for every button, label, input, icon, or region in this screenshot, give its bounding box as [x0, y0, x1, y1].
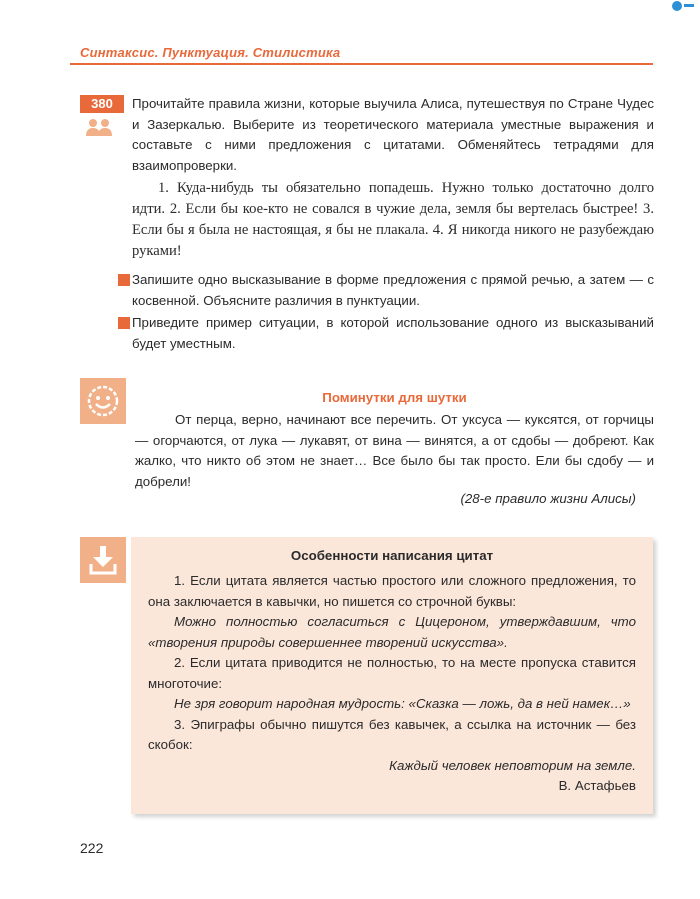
joke-title: Поминутки для шутки — [322, 390, 467, 405]
section-header: Синтаксис. Пунктуация. Стилистика — [80, 45, 341, 60]
rule-example: Можно полностью согласиться с Цицероном, утверждавшим, что «творения природы совершеннее творений искусства». — [148, 614, 636, 650]
rule-paragraph: 1. Если цитата является частью простого или сложного предложения, то она заключается в кавычки, но пишется со строчной буквы: — [148, 573, 636, 609]
rule-title: Особенности написания цитат — [290, 548, 494, 563]
joke-text: От перца, верно, начинают все перечить. От уксуса — куксятся, от горчицы — огорчаются, от лука — лукавят, от вина — винятся, а от сдобы — добреют. Как жалко, что никто об этом не знает… Все было бы так просто. Ели бы сдобу — и добрели! — [135, 412, 654, 489]
orange-square-bullet-icon — [118, 317, 130, 329]
publisher-logo-icon — [671, 0, 695, 12]
assignment-item: Приведите пример ситуации, в которой использование одного из высказываний будет уместным. — [118, 313, 654, 354]
rule-body — [148, 571, 636, 797]
download-icon — [80, 537, 126, 583]
rule-paragraph: 2. Если цитата приводится не полностью, то на месте пропуска ставится многоточие: — [148, 655, 636, 691]
header-divider — [70, 63, 653, 65]
page-number: 222 — [80, 840, 104, 856]
epigraph-author: В. Астафьев — [558, 778, 636, 793]
rule-paragraph: 3. Эпиграфы обычно пишутся без кавычек, а ссылка на источник — без скобок: — [148, 716, 636, 752]
orange-square-bullet-icon — [118, 274, 130, 286]
alice-rules-text: 1. Куда-нибудь ты обязательно попадешь. Нужно только достаточно долго идти. 2. Если бы кое-кто не совался в чужие дела, земля бы вертелась быстрее! 3. Если бы я была не настоящая, я бы не плакала. 4. Я никогда никого не разубеждаю руками! — [132, 180, 654, 259]
epigraph-text: Каждый человек неповторим на земле. — [389, 757, 636, 773]
rule-example: Не зря говорит народная мудрость: «Сказка — ложь, да в ней намек…» — [174, 696, 631, 711]
pair-work-icon — [84, 117, 114, 137]
joke-source: (28-е правило жизни Алисы) — [460, 491, 636, 506]
smiley-icon — [80, 378, 126, 424]
exercise-task: Прочитайте правила жизни, которые выучила Алиса, путешествуя по Стране Чудес и Зазеркалью. Выберите из теоретического материала уместные выражения и составьте с ними предложения с цитатами. Обменяйтесь тетрадями для взаимопроверки. — [132, 96, 654, 173]
exercise-number: 380 — [80, 95, 124, 113]
assignment-item: Запишите одно высказывание в форме предложения с прямой речью, а затем — с косвенной. Объясните различия в пунктуации. — [118, 270, 654, 311]
